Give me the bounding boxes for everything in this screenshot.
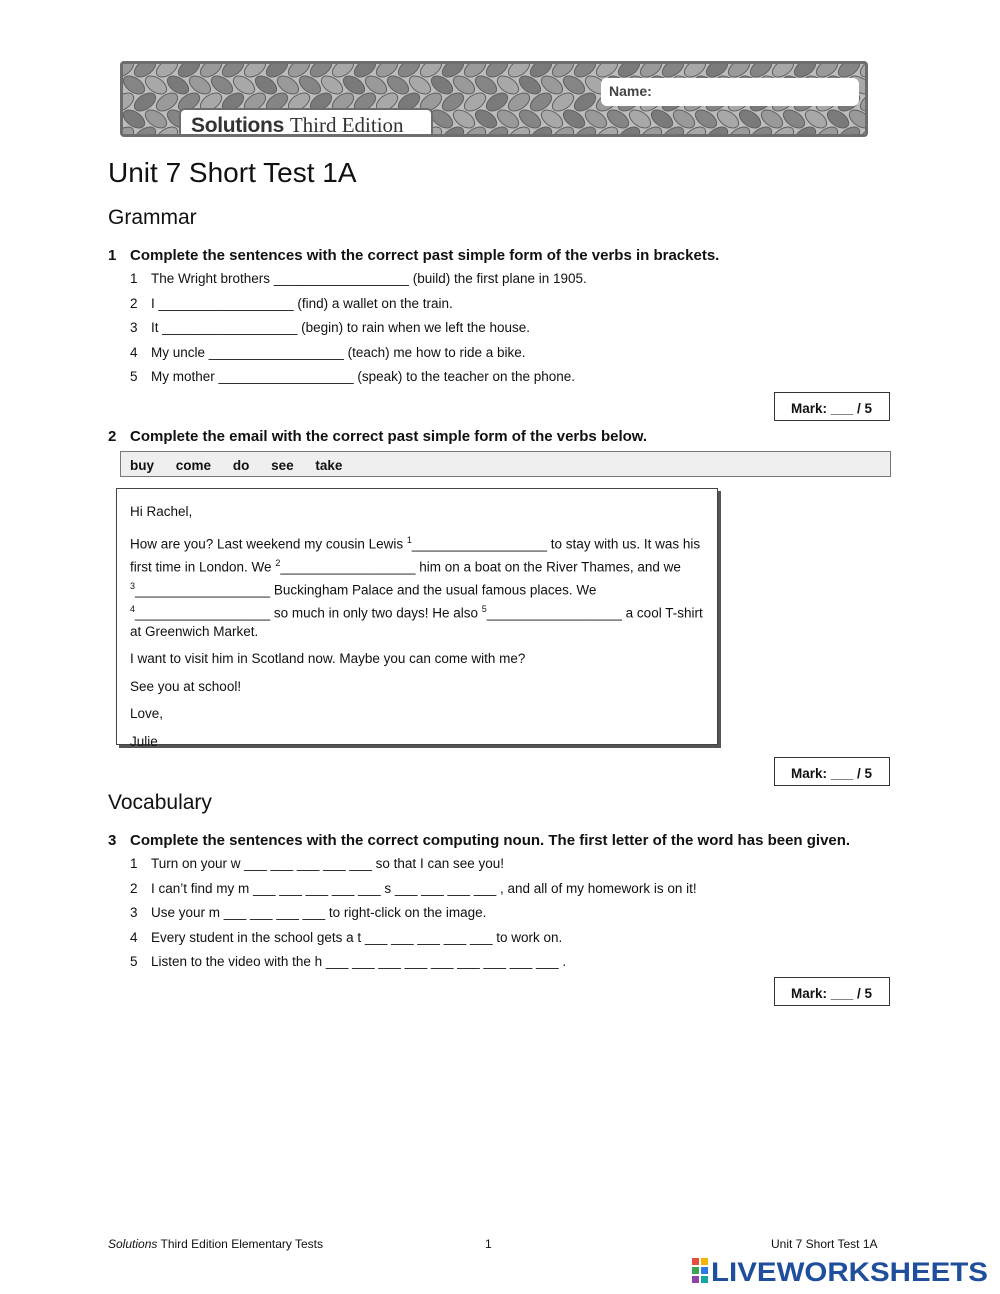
email-text: How are you? Last weekend my cousin Lewis	[130, 536, 407, 551]
email-text[interactable]: __________________ a cool T-shirt at Greenwich Market.	[130, 605, 703, 639]
vocabulary-heading: Vocabulary	[108, 791, 212, 814]
item-text[interactable]: I __________________ (find) a wallet on the train.	[151, 295, 453, 311]
word-bank-item: take	[315, 458, 343, 473]
footer-brand: Solutions	[108, 1237, 158, 1251]
list-item	[130, 905, 697, 930]
list-item	[130, 369, 587, 394]
word-bank-item: come	[175, 458, 212, 473]
list-item	[130, 345, 587, 370]
list-item	[130, 856, 697, 881]
email-text[interactable]: __________________ Buckingham Palace and the usual famous places. We	[135, 582, 597, 597]
q1-list	[130, 271, 587, 394]
item-number: 5	[130, 954, 138, 969]
email-text[interactable]: __________________ so much in only two days! He also	[135, 605, 482, 620]
word-bank-item: see	[271, 458, 294, 473]
email-paragraph-1	[130, 531, 705, 642]
item-number: 4	[130, 929, 138, 945]
email-text[interactable]: __________________ him on a boat on the River Thames, and we	[280, 559, 681, 574]
email-box	[116, 488, 718, 749]
list-item	[130, 271, 587, 296]
q1-number: 1	[108, 247, 117, 264]
item-number: 1	[130, 856, 138, 871]
q3-number: 3	[108, 832, 117, 849]
item-number: 5	[130, 369, 138, 384]
liveworksheets-text: LIVEWORKSHEETS	[711, 1257, 988, 1285]
item-text[interactable]: Listen to the video with the h ___ ___ ___ ___ ___ ___ ___ ___ ___ .	[151, 954, 567, 969]
gap-number: 1	[406, 534, 412, 545]
q1-mark-box: Mark: ___ / 5	[774, 392, 890, 421]
word-bank	[120, 451, 891, 477]
q1-instruction	[108, 247, 719, 264]
email-paragraph-3: See you at school!	[130, 678, 242, 694]
footer-left	[108, 1237, 323, 1251]
email-signoff: Love,	[130, 706, 164, 721]
email-greeting: Hi Rachel,	[130, 504, 193, 519]
q3-instruction	[108, 832, 850, 849]
item-text[interactable]: My uncle __________________ (teach) me how to ride a bike.	[151, 344, 526, 360]
item-text[interactable]: My mother __________________ (speak) to the teacher on the phone.	[151, 369, 576, 384]
name-field[interactable]	[601, 78, 859, 106]
name-label: Name:	[609, 83, 652, 99]
email-text[interactable]: __________________ to stay with us. It was his first time in London. We	[130, 536, 701, 574]
gap-number: 2	[275, 557, 281, 568]
email-signature: Julie	[130, 733, 158, 749]
gap-number: 3	[130, 580, 136, 591]
item-text[interactable]: Use your m ___ ___ ___ ___ to right-click on the image.	[151, 905, 487, 920]
list-item	[130, 930, 697, 955]
footer-edition: Third Edition Elementary Tests	[157, 1237, 324, 1251]
item-number: 2	[130, 880, 138, 896]
footer-page-number: 1	[485, 1237, 492, 1251]
list-item	[130, 881, 697, 906]
gap-number: 4	[130, 603, 136, 614]
q2-instruction	[108, 428, 647, 445]
liveworksheets-logo	[692, 1255, 992, 1290]
item-number: 3	[130, 905, 138, 920]
word-bank-item: buy	[130, 458, 155, 473]
page-title: Unit 7 Short Test 1A	[108, 157, 357, 188]
header-banner	[120, 61, 868, 137]
gap-number: 5	[481, 603, 487, 614]
q3-list	[130, 856, 697, 979]
word-bank-item: do	[232, 458, 250, 473]
item-text[interactable]: I can’t find my m ___ ___ ___ ___ ___ s ___ ___ ___ ___ , and all of my homework is on it!	[151, 880, 697, 896]
item-number: 1	[130, 271, 138, 286]
q3-mark-box: Mark: ___ / 5	[774, 977, 890, 1006]
item-text[interactable]: Every student in the school gets a t ___ ___ ___ ___ ___ to work on.	[151, 929, 563, 945]
brand-bold: Solutions	[191, 114, 284, 137]
footer-right: Unit 7 Short Test 1A	[771, 1237, 878, 1251]
q2-number: 2	[108, 428, 117, 445]
email-paragraph-2: I want to visit him in Scotland now. Maybe you can come with me?	[130, 651, 526, 666]
liveworksheets-icon	[692, 1255, 992, 1285]
q2-mark-box: Mark: ___ / 5	[774, 757, 890, 786]
q1-text: Complete the sentences with the correct past simple form of the verbs in brackets.	[130, 247, 720, 264]
list-item	[130, 320, 587, 345]
brand-logo	[179, 108, 433, 137]
item-text[interactable]: The Wright brothers __________________ (build) the first plane in 1905.	[151, 271, 587, 286]
list-item	[130, 296, 587, 321]
q3-text: Complete the sentences with the correct computing noun. The first letter of the word has been given.	[130, 832, 851, 849]
item-number: 3	[130, 320, 138, 335]
list-item	[130, 954, 697, 979]
item-number: 4	[130, 344, 138, 360]
grammar-heading: Grammar	[108, 206, 197, 229]
q2-text: Complete the email with the correct past simple form of the verbs below.	[130, 428, 648, 445]
item-text[interactable]: Turn on your w ___ ___ ___ ___ ___ so that I can see you!	[151, 856, 504, 871]
item-number: 2	[130, 295, 138, 311]
brand-edition: Third Edition	[289, 113, 404, 137]
item-text[interactable]: It __________________ (begin) to rain when we left the house.	[151, 320, 531, 335]
